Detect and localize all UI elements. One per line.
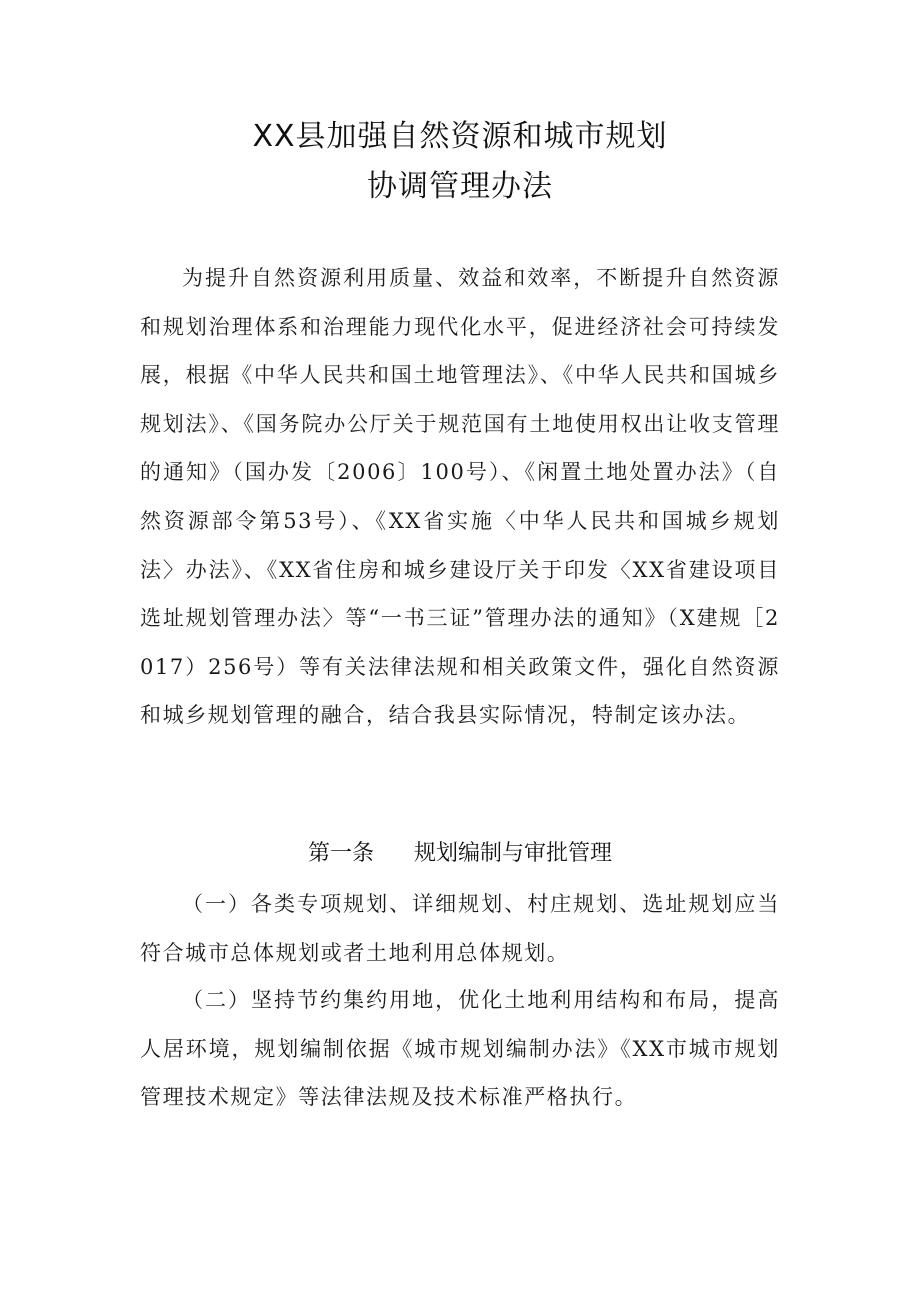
document-title-line-1: XX县加强自然资源和城市规划 bbox=[252, 119, 668, 154]
intro-paragraph: 为提升自然资源利用质量、效益和效率，不断提升自然资源和规划治理体系和治理能力现代化水平，促进经济社会可持续发展，根据《中华人民共和国土地管理法》、《中华人民共和国城乡规划法》、《国务院办公厅关于规范国有土地使用权出让收支管理的通知》（国办发〔2006〕100号）、《闲置土地处置办法》（自然资源部令第53号）、《XX省实施〈中华人民共和国城乡规划法〉办法》、《XX省住房和城乡建设厅关于印发〈XX省建设项目选址规划管理办法〉等“一书三证”管理办法的通知》（X建规［2017）256号）等有关法律法规和相关政策文件，强化自然资源和城乡规划管理的融合，结合我县实际情况，特制定该办法。 bbox=[140, 266, 780, 728]
section-item-1: （一）各类专项规划、详细规划、村庄规划、选址规划应当符合城市总体规划或者土地利用总体规划。 bbox=[140, 892, 780, 965]
document-title-line-2: 协调管理办法 bbox=[367, 169, 553, 204]
section-item-2: （二）坚持节约集约用地，优化土地利用结构和布局，提高人居环境，规划编制依据《城市规划编制办法》《XX市城市规划管理技术规定》等法律法规及技术标准严格执行。 bbox=[140, 988, 780, 1110]
section-number: 第一条 bbox=[307, 841, 374, 866]
section-heading bbox=[0, 836, 920, 872]
section-title: 规划编制与审批管理 bbox=[414, 841, 613, 866]
